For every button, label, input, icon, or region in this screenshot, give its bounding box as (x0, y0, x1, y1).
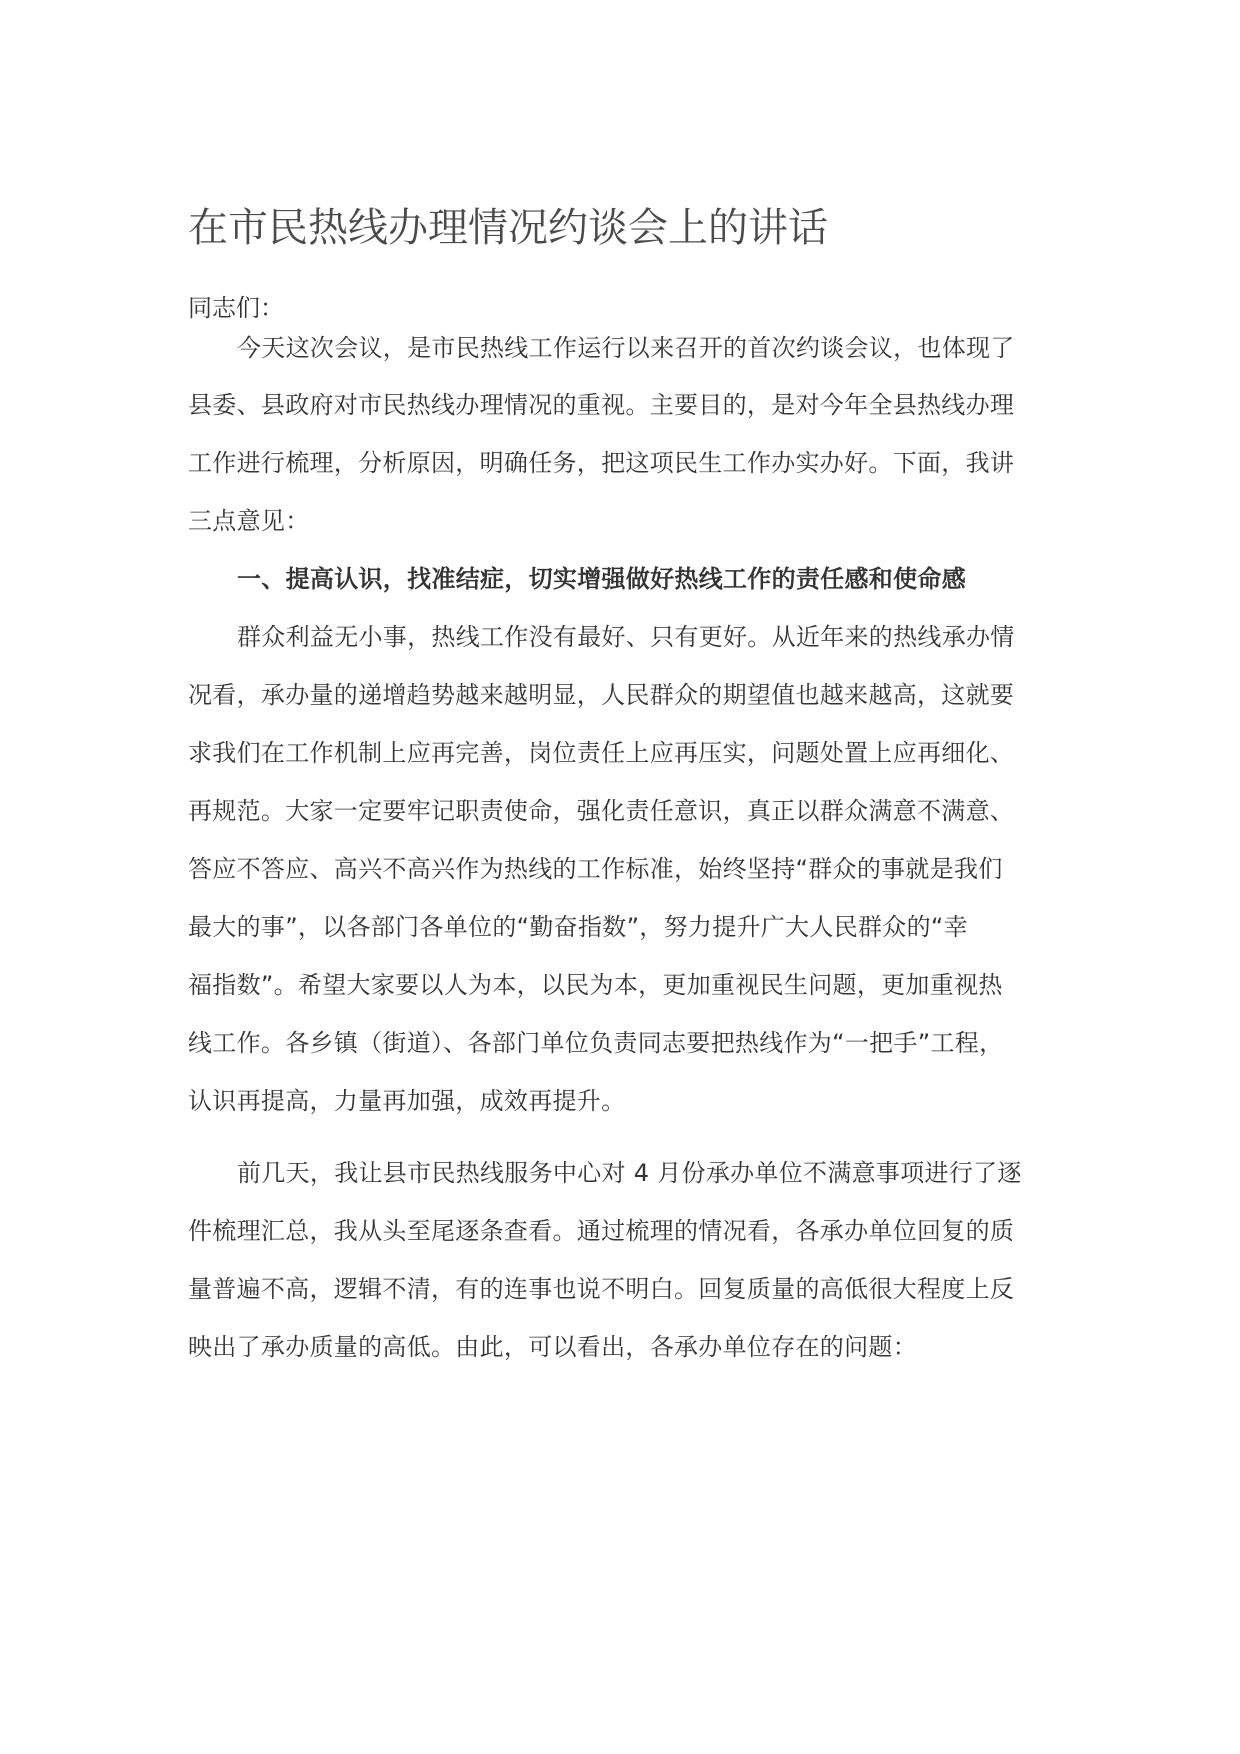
document-title: 在市民热线办理情况约谈会上的讲话 (188, 205, 828, 251)
paragraph-line: 前几天，我让县市民热线服务中心对 4 月份承办单位不满意事项进行了逐 (237, 1159, 1022, 1187)
paragraph-line: 件梳理汇总，我从头至尾逐条查看。通过梳理的情况看，各承办单位回复的质 (188, 1217, 1015, 1245)
document-page (188, 0, 1068, 1754)
paragraph-line: 今天这次会议，是市民热线工作运行以来召开的首次约谈会议，也体现了 (237, 334, 1015, 362)
section-heading: 一、提高认识，找准结症，切实增强做好热线工作的责任感和使命感 (237, 565, 966, 593)
paragraph-line: 量普遍不高，逻辑不清，有的连事也说不明白。回复质量的高低很大程度上反 (188, 1275, 1015, 1303)
paragraph-line: 福指数”。希望大家要以人为本，以民为本，更加重视民生问题，更加重视热 (188, 971, 1003, 999)
paragraph-line: 认识再提高，力量再加强，成效再提升。 (188, 1087, 626, 1115)
paragraph-line: 映出了承办质量的高低。由此，可以看出，各承办单位存在的问题： (188, 1333, 917, 1361)
salutation: 同志们： (188, 294, 284, 322)
paragraph-line: 再规范。大家一定要牢记职责使命，强化责任意识，真正以群众满意不满意、 (188, 797, 1015, 825)
paragraph-line: 三点意见： (188, 507, 310, 535)
paragraph-line: 求我们在工作机制上应再完善，岗位责任上应再压实，问题处置上应再细化、 (188, 739, 1015, 767)
paragraph-line: 群众利益无小事，热线工作没有最好、只有更好。从近年来的热线承办情 (237, 623, 1015, 651)
paragraph-line: 况看，承办量的递增趋势越来越明显，人民群众的期望值也越来越高，这就要 (188, 681, 1015, 709)
paragraph-line: 答应不答应、高兴不高兴作为热线的工作标准，始终坚持“群众的事就是我们 (188, 855, 1003, 883)
paragraph-line: 工作进行梳理，分析原因，明确任务，把这项民生工作办实办好。下面，我讲 (188, 449, 1015, 477)
paragraph-line: 线工作。各乡镇（街道）、各部门单位负责同志要把热线作为“一把手”工程， (188, 1029, 1004, 1057)
paragraph-line: 最大的事”，以各部门各单位的“勤奋指数”，努力提升广大人民群众的“幸 (188, 913, 968, 941)
paragraph-line: 县委、县政府对市民热线办理情况的重视。主要目的，是对今年全县热线办理 (188, 391, 1015, 419)
